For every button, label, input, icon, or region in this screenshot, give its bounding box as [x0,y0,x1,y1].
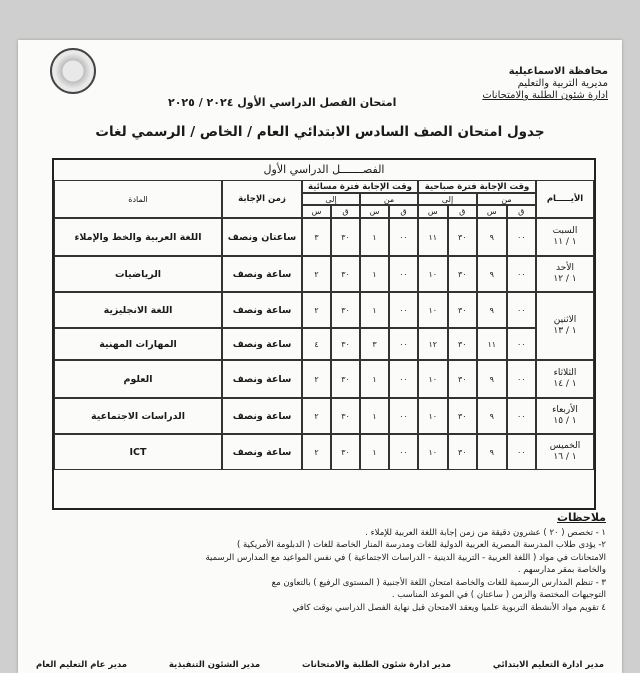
day-cell [536,256,594,292]
evening-time-cell: ٠٠ [389,218,418,256]
morning-time-cell: ١٠ [418,292,448,328]
duration-cell: ساعة ونصف [222,256,302,292]
header-morning-unit: س [477,205,507,218]
exam-title: امتحان الفصل الدراسي الأول ٢٠٢٤ / ٢٠٢٥ [168,96,397,109]
morning-time-cell: ١٠ [418,360,448,398]
morning-time-cell: ٩ [477,292,507,328]
note-2-cont: الامتحانات في مواد ( اللغة العربية - التربية الدينية - الدراسات الاجتماعية ) في نفس المواعيد مع المدارس الرسمية [205,552,606,563]
morning-time-cell: ٣٠ [448,398,478,434]
evening-time-cell: ٠٠ [389,292,418,328]
subject-cell: ICT [54,434,222,470]
evening-time-cell: ٣٠ [331,398,360,434]
header-evening-unit: س [360,205,389,218]
morning-time-cell: ١٠ [418,398,448,434]
morning-time-cell: ٣٠ [448,360,478,398]
note-2-end: والخاصة بمقر مدارسهم . [517,565,606,575]
evening-time-cell: ٠٠ [389,328,418,360]
signatures-row [36,660,604,670]
duration-cell: ساعة ونصف [222,328,302,360]
evening-time-cell: ٣ [360,328,389,360]
notes-title: ملاحظات [557,511,606,524]
header-evening: وقت الإجابة فترة مسائية [302,180,418,193]
note-1: ١ - تخصص ( ٢٠ ) عشرون دقيقة من زمن إجابة اللغة العربية للإملاء . [365,527,606,538]
day-date: ١ / ١٢ [553,274,577,284]
subject-cell: العلوم [54,360,222,398]
day-cell [536,292,594,360]
morning-time-cell: ١٢ [418,328,448,360]
day-date: ١ / ١٦ [553,452,577,462]
duration-cell: ساعة ونصف [222,292,302,328]
department-label: ادارة شئون الطلبة والامتحانات [482,90,608,101]
note-3: ٣ - تنظم المدارس الرسمية للغات والخاصة امتحان اللغة الأجنبية ( المستوى الرفيع ) بالتعاون مع [271,577,606,588]
evening-time-cell: ١ [360,360,389,398]
evening-time-cell: ١ [360,398,389,434]
day-cell [536,434,594,470]
morning-time-cell: ٣٠ [448,292,478,328]
morning-time-cell: ٠٠ [507,434,537,470]
evening-time-cell: ٢ [302,292,331,328]
morning-time-cell: ٠٠ [507,328,537,360]
day-name: الأربعاء [552,405,578,415]
day-date: ١ / ١٤ [553,379,577,389]
day-name: الخميس [549,441,581,451]
directorate-label: مديرية التربية والتعليم [517,78,608,89]
schedule-table [52,158,596,510]
day-cell [536,218,594,256]
duration-cell: ساعة ونصف [222,398,302,434]
exam-document [18,40,622,673]
morning-time-cell: ٠٠ [507,256,537,292]
evening-time-cell: ٢ [302,434,331,470]
header-evening-unit: س [302,205,331,218]
morning-time-cell: ٩ [477,360,507,398]
subject-cell: الدراسات الاجتماعية [54,398,222,434]
header-evening-unit: ق [389,205,418,218]
duration-cell: ساعة ونصف [222,360,302,398]
morning-time-cell: ٣٠ [448,256,478,292]
morning-time-cell: ٩ [477,434,507,470]
note-4: ٤ تقويم مواد الأنشطة التربوية علميا ويعقد الامتحان قبل نهاية الفصل الدراسي بوقت كافي [292,602,606,613]
day-date: ١ / ١٣ [553,326,577,336]
header-evening-to: إلى [302,193,360,205]
day-date: ١ / ١١ [553,237,577,247]
day-name: الاثنين [553,315,577,325]
morning-time-cell: ٩ [477,256,507,292]
subject-cell: المهارات المهنية [54,328,222,360]
header-evening-unit: ق [331,205,360,218]
evening-time-cell: ١ [360,292,389,328]
evening-time-cell: ٢ [302,256,331,292]
morning-time-cell: ٣٠ [448,328,478,360]
evening-time-cell: ٢ [302,398,331,434]
duration-cell: ساعة ونصف [222,434,302,470]
day-name: الثلاثاء [553,368,577,378]
header-evening-from: من [360,193,418,205]
signature-executive-director: مدير الشئون التنفيذية [168,660,261,670]
evening-time-cell: ٣٠ [331,360,360,398]
signature-general-director: مدير عام التعليم العام [36,660,128,670]
term-title: الفصـــــــل الدراسي الأول [54,160,594,181]
morning-time-cell: ١٠ [418,256,448,292]
day-cell [536,398,594,434]
evening-time-cell: ٣٠ [331,434,360,470]
header-morning-unit: ق [507,205,537,218]
governorate-label: محافظة الاسماعيلية [508,66,608,77]
evening-time-cell: ٣٠ [331,218,360,256]
morning-time-cell: ١١ [418,218,448,256]
morning-time-cell: ٩ [477,218,507,256]
evening-time-cell: ٣ [302,218,331,256]
morning-time-cell: ٩ [477,398,507,434]
day-name: الأحد [556,263,574,273]
note-3-cont: التوجيهات المختصة والزمن ( ساعتان ) في الموعد المناسب . [391,590,606,600]
signature-primary-director: مدير ادارة التعليم الابتدائي [492,660,604,670]
header-morning-unit: س [418,205,448,218]
header-morning: وقت الإجابة فترة صباحية [418,180,536,193]
morning-time-cell: ٠٠ [507,218,537,256]
issuer-header [482,66,608,102]
morning-time-cell: ٠٠ [507,292,537,328]
morning-time-cell: ١١ [477,328,507,360]
day-date: ١ / ١٥ [553,416,577,426]
evening-time-cell: ٠٠ [389,360,418,398]
morning-time-cell: ٠٠ [507,360,537,398]
evening-time-cell: ٣٠ [331,328,360,360]
evening-time-cell: ٣٠ [331,292,360,328]
duration-cell: ساعتان ونصف [222,218,302,256]
evening-time-cell: ٢ [302,360,331,398]
header-days: الأيـــــام [536,180,594,218]
evening-time-cell: ٠٠ [389,398,418,434]
signature-exams-director: مدير ادارة شئون الطلبة والامتحانات [302,660,452,670]
subject-cell: الرياضيات [54,256,222,292]
seal-logo-icon [50,48,96,94]
morning-time-cell: ٣٠ [448,434,478,470]
header-morning-from: من [477,193,536,205]
header-subject: المادة [54,180,222,218]
morning-time-cell: ١٠ [418,434,448,470]
day-name: السبت [552,226,578,236]
morning-time-cell: ٣٠ [448,218,478,256]
evening-time-cell: ٤ [302,328,331,360]
subject-cell: اللغة الانجليزية [54,292,222,328]
header-morning-unit: ق [448,205,478,218]
evening-time-cell: ٠٠ [389,434,418,470]
evening-time-cell: ١ [360,256,389,292]
subject-cell: اللغة العربية والخط والإملاء [54,218,222,256]
notes-section [38,512,606,614]
schedule-title: جدول امتحان الصف السادس الابتدائي العام / الخاص / الرسمي لغات [95,124,545,140]
day-cell [536,360,594,398]
morning-time-cell: ٠٠ [507,398,537,434]
header-duration: زمن الإجابة [222,180,302,218]
header-morning-to: إلى [418,193,477,205]
evening-time-cell: ١ [360,218,389,256]
evening-time-cell: ١ [360,434,389,470]
evening-time-cell: ٣٠ [331,256,360,292]
note-2: ٢- يؤدى طلاب المدرسة المصرية العربية الدولية للغات ومدرسة المنار الخاصة للغات ( الدبلومة الأمريكية ) [236,540,606,550]
evening-time-cell: ٠٠ [389,256,418,292]
